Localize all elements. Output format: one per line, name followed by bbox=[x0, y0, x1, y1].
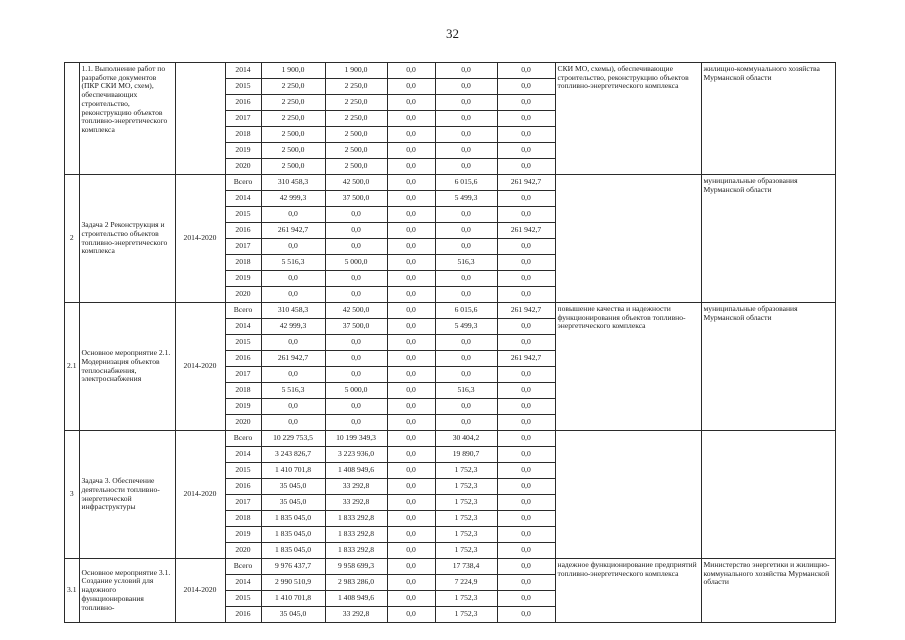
year-cell: 2016 bbox=[225, 607, 261, 623]
year-cell: 2015 bbox=[225, 335, 261, 351]
extra-budget-cell: 0,0 bbox=[497, 527, 555, 543]
extra-budget-cell: 0,0 bbox=[497, 575, 555, 591]
year-cell: 2014 bbox=[225, 447, 261, 463]
regional-budget-cell: 42 500,0 bbox=[325, 175, 387, 191]
extra-budget-cell: 0,0 bbox=[497, 63, 555, 79]
year-cell: 2015 bbox=[225, 463, 261, 479]
table-row bbox=[65, 559, 836, 575]
year-cell: 2017 bbox=[225, 495, 261, 511]
municipal-budget-cell: 0,0 bbox=[435, 271, 497, 287]
regional-budget-cell: 0,0 bbox=[325, 399, 387, 415]
item-period: 2014-2020 bbox=[175, 303, 225, 431]
regional-budget-cell: 0,0 bbox=[325, 367, 387, 383]
total-cell: 5 516,3 bbox=[261, 255, 325, 271]
federal-budget-cell: 0,0 bbox=[387, 511, 435, 527]
federal-budget-cell: 0,0 bbox=[387, 415, 435, 431]
total-cell: 2 250,0 bbox=[261, 79, 325, 95]
year-cell: 2014 bbox=[225, 63, 261, 79]
municipal-budget-cell: 0,0 bbox=[435, 95, 497, 111]
federal-budget-cell: 0,0 bbox=[387, 431, 435, 447]
total-cell: 3 243 826,7 bbox=[261, 447, 325, 463]
extra-budget-cell: 0,0 bbox=[497, 447, 555, 463]
year-cell: 2019 bbox=[225, 271, 261, 287]
extra-budget-cell: 0,0 bbox=[497, 399, 555, 415]
executor: Министерство энергетики и жилищно-коммунального хозяйства Мурманской области bbox=[701, 559, 835, 623]
regional-budget-cell: 1 408 949,6 bbox=[325, 591, 387, 607]
year-cell: 2019 bbox=[225, 143, 261, 159]
federal-budget-cell: 0,0 bbox=[387, 287, 435, 303]
total-cell: 261 942,7 bbox=[261, 351, 325, 367]
extra-budget-cell: 0,0 bbox=[497, 511, 555, 527]
extra-budget-cell: 0,0 bbox=[497, 207, 555, 223]
item-number: 2 bbox=[65, 175, 80, 303]
extra-budget-cell: 0,0 bbox=[497, 559, 555, 575]
executor: жилищно-коммунального хозяйства Мурманской области bbox=[701, 63, 835, 175]
total-cell: 2 250,0 bbox=[261, 111, 325, 127]
year-cell: Всего bbox=[225, 175, 261, 191]
total-cell: 1 410 701,8 bbox=[261, 591, 325, 607]
year-cell: 2017 bbox=[225, 111, 261, 127]
year-cell: 2014 bbox=[225, 575, 261, 591]
total-cell: 0,0 bbox=[261, 271, 325, 287]
total-cell: 0,0 bbox=[261, 207, 325, 223]
total-cell: 2 990 510,9 bbox=[261, 575, 325, 591]
federal-budget-cell: 0,0 bbox=[387, 319, 435, 335]
extra-budget-cell: 261 942,7 bbox=[497, 175, 555, 191]
item-name: Основное мероприятие 3.1. Создание условий для надежного функционирования топливно- bbox=[79, 559, 175, 623]
federal-budget-cell: 0,0 bbox=[387, 271, 435, 287]
municipal-budget-cell: 0,0 bbox=[435, 63, 497, 79]
executor bbox=[701, 431, 835, 559]
extra-budget-cell: 0,0 bbox=[497, 143, 555, 159]
municipal-budget-cell: 0,0 bbox=[435, 351, 497, 367]
federal-budget-cell: 0,0 bbox=[387, 239, 435, 255]
regional-budget-cell: 0,0 bbox=[325, 287, 387, 303]
total-cell: 261 942,7 bbox=[261, 223, 325, 239]
regional-budget-cell: 0,0 bbox=[325, 223, 387, 239]
year-cell: 2018 bbox=[225, 255, 261, 271]
federal-budget-cell: 0,0 bbox=[387, 495, 435, 511]
regional-budget-cell: 2 250,0 bbox=[325, 79, 387, 95]
municipal-budget-cell: 0,0 bbox=[435, 399, 497, 415]
year-cell: 2020 bbox=[225, 287, 261, 303]
year-cell: Всего bbox=[225, 559, 261, 575]
year-cell: 2016 bbox=[225, 351, 261, 367]
municipal-budget-cell: 1 752,3 bbox=[435, 479, 497, 495]
total-cell: 0,0 bbox=[261, 415, 325, 431]
federal-budget-cell: 0,0 bbox=[387, 255, 435, 271]
extra-budget-cell: 0,0 bbox=[497, 271, 555, 287]
regional-budget-cell: 1 833 292,8 bbox=[325, 543, 387, 559]
item-name: Задача 2 Реконструкция и строительство объектов топливно-энергетического комплекса bbox=[79, 175, 175, 303]
total-cell: 0,0 bbox=[261, 287, 325, 303]
municipal-budget-cell: 5 499,3 bbox=[435, 191, 497, 207]
regional-budget-cell: 0,0 bbox=[325, 351, 387, 367]
municipal-budget-cell: 5 499,3 bbox=[435, 319, 497, 335]
municipal-budget-cell: 0,0 bbox=[435, 159, 497, 175]
regional-budget-cell: 42 500,0 bbox=[325, 303, 387, 319]
federal-budget-cell: 0,0 bbox=[387, 127, 435, 143]
item-period: 2014-2020 bbox=[175, 175, 225, 303]
total-cell: 35 045,0 bbox=[261, 495, 325, 511]
year-cell: 2015 bbox=[225, 591, 261, 607]
extra-budget-cell: 0,0 bbox=[497, 287, 555, 303]
federal-budget-cell: 0,0 bbox=[387, 447, 435, 463]
regional-budget-cell: 3 223 936,0 bbox=[325, 447, 387, 463]
year-cell: 2016 bbox=[225, 223, 261, 239]
extra-budget-cell: 0,0 bbox=[497, 191, 555, 207]
extra-budget-cell: 0,0 bbox=[497, 607, 555, 623]
extra-budget-cell: 0,0 bbox=[497, 319, 555, 335]
federal-budget-cell: 0,0 bbox=[387, 111, 435, 127]
municipal-budget-cell: 0,0 bbox=[435, 335, 497, 351]
regional-budget-cell: 1 900,0 bbox=[325, 63, 387, 79]
federal-budget-cell: 0,0 bbox=[387, 383, 435, 399]
extra-budget-cell: 0,0 bbox=[497, 367, 555, 383]
total-cell: 2 500,0 bbox=[261, 143, 325, 159]
municipal-budget-cell: 30 404,2 bbox=[435, 431, 497, 447]
total-cell: 1 835 045,0 bbox=[261, 543, 325, 559]
federal-budget-cell: 0,0 bbox=[387, 143, 435, 159]
extra-budget-cell: 0,0 bbox=[497, 95, 555, 111]
year-cell: 2020 bbox=[225, 415, 261, 431]
total-cell: 2 500,0 bbox=[261, 127, 325, 143]
year-cell: 2017 bbox=[225, 239, 261, 255]
regional-budget-cell: 33 292,8 bbox=[325, 607, 387, 623]
table-row bbox=[65, 63, 836, 79]
extra-budget-cell: 0,0 bbox=[497, 479, 555, 495]
year-cell: 2014 bbox=[225, 191, 261, 207]
municipal-budget-cell: 6 015,6 bbox=[435, 303, 497, 319]
item-period: 2014-2020 bbox=[175, 431, 225, 559]
total-cell: 1 900,0 bbox=[261, 63, 325, 79]
municipal-budget-cell: 0,0 bbox=[435, 127, 497, 143]
total-cell: 10 229 753,5 bbox=[261, 431, 325, 447]
municipal-budget-cell: 516,3 bbox=[435, 255, 497, 271]
extra-budget-cell: 0,0 bbox=[497, 431, 555, 447]
item-number bbox=[65, 63, 80, 175]
extra-budget-cell: 0,0 bbox=[497, 415, 555, 431]
regional-budget-cell: 33 292,8 bbox=[325, 479, 387, 495]
expected-result bbox=[555, 175, 701, 303]
expected-result: повышение качества и надежности функционирования объектов топливно-энергетического комплекса bbox=[555, 303, 701, 431]
regional-budget-cell: 33 292,8 bbox=[325, 495, 387, 511]
regional-budget-cell: 0,0 bbox=[325, 415, 387, 431]
year-cell: 2016 bbox=[225, 479, 261, 495]
total-cell: 2 250,0 bbox=[261, 95, 325, 111]
year-cell: 2015 bbox=[225, 79, 261, 95]
municipal-budget-cell: 0,0 bbox=[435, 143, 497, 159]
total-cell: 35 045,0 bbox=[261, 607, 325, 623]
regional-budget-cell: 5 000,0 bbox=[325, 383, 387, 399]
regional-budget-cell: 2 983 286,0 bbox=[325, 575, 387, 591]
regional-budget-cell: 2 500,0 bbox=[325, 143, 387, 159]
federal-budget-cell: 0,0 bbox=[387, 463, 435, 479]
total-cell: 0,0 bbox=[261, 399, 325, 415]
municipal-budget-cell: 7 224,9 bbox=[435, 575, 497, 591]
federal-budget-cell: 0,0 bbox=[387, 223, 435, 239]
federal-budget-cell: 0,0 bbox=[387, 207, 435, 223]
federal-budget-cell: 0,0 bbox=[387, 335, 435, 351]
item-name: Основное мероприятие 2.1. Модернизация объектов теплоснабжения, электроснабжения bbox=[79, 303, 175, 431]
regional-budget-cell: 37 500,0 bbox=[325, 319, 387, 335]
municipal-budget-cell: 6 015,6 bbox=[435, 175, 497, 191]
municipal-budget-cell: 1 752,3 bbox=[435, 607, 497, 623]
total-cell: 0,0 bbox=[261, 335, 325, 351]
page-number: 32 bbox=[446, 26, 459, 41]
total-cell: 2 500,0 bbox=[261, 159, 325, 175]
extra-budget-cell: 0,0 bbox=[497, 335, 555, 351]
regional-budget-cell: 2 500,0 bbox=[325, 159, 387, 175]
table-row bbox=[65, 175, 836, 191]
extra-budget-cell: 0,0 bbox=[497, 463, 555, 479]
year-cell: Всего bbox=[225, 303, 261, 319]
regional-budget-cell: 0,0 bbox=[325, 239, 387, 255]
municipal-budget-cell: 0,0 bbox=[435, 239, 497, 255]
regional-budget-cell: 1 408 949,6 bbox=[325, 463, 387, 479]
regional-budget-cell: 1 833 292,8 bbox=[325, 527, 387, 543]
expected-result bbox=[555, 431, 701, 559]
extra-budget-cell: 261 942,7 bbox=[497, 303, 555, 319]
federal-budget-cell: 0,0 bbox=[387, 303, 435, 319]
year-cell: 2014 bbox=[225, 319, 261, 335]
extra-budget-cell: 261 942,7 bbox=[497, 351, 555, 367]
total-cell: 310 458,3 bbox=[261, 303, 325, 319]
total-cell: 1 410 701,8 bbox=[261, 463, 325, 479]
regional-budget-cell: 2 250,0 bbox=[325, 95, 387, 111]
expected-result: СКИ МО, схемы), обеспечивающие строительство, реконструкцию объектов топливно-энергетического комплекса bbox=[555, 63, 701, 175]
year-cell: 2019 bbox=[225, 527, 261, 543]
year-cell: 2020 bbox=[225, 543, 261, 559]
extra-budget-cell: 0,0 bbox=[497, 255, 555, 271]
federal-budget-cell: 0,0 bbox=[387, 591, 435, 607]
year-cell: 2016 bbox=[225, 95, 261, 111]
federal-budget-cell: 0,0 bbox=[387, 175, 435, 191]
item-name: 1.1. Выполнение работ по разработке документов (ПКР СКИ МО, схем), обеспечивающих строительство, реконструкцию объектов топливно-энергетического комплекса bbox=[79, 63, 175, 175]
federal-budget-cell: 0,0 bbox=[387, 351, 435, 367]
municipal-budget-cell: 1 752,3 bbox=[435, 543, 497, 559]
regional-budget-cell: 9 958 699,3 bbox=[325, 559, 387, 575]
regional-budget-cell: 0,0 bbox=[325, 335, 387, 351]
program-table bbox=[64, 62, 836, 623]
total-cell: 42 999,3 bbox=[261, 191, 325, 207]
regional-budget-cell: 1 833 292,8 bbox=[325, 511, 387, 527]
year-cell: 2020 bbox=[225, 159, 261, 175]
regional-budget-cell: 2 250,0 bbox=[325, 111, 387, 127]
extra-budget-cell: 261 942,7 bbox=[497, 223, 555, 239]
municipal-budget-cell: 1 752,3 bbox=[435, 495, 497, 511]
municipal-budget-cell: 516,3 bbox=[435, 383, 497, 399]
executor: муниципальные образования Мурманской области bbox=[701, 175, 835, 303]
municipal-budget-cell: 0,0 bbox=[435, 79, 497, 95]
municipal-budget-cell: 19 890,7 bbox=[435, 447, 497, 463]
year-cell: 2015 bbox=[225, 207, 261, 223]
regional-budget-cell: 5 000,0 bbox=[325, 255, 387, 271]
extra-budget-cell: 0,0 bbox=[497, 79, 555, 95]
regional-budget-cell: 0,0 bbox=[325, 271, 387, 287]
municipal-budget-cell: 0,0 bbox=[435, 207, 497, 223]
federal-budget-cell: 0,0 bbox=[387, 367, 435, 383]
municipal-budget-cell: 1 752,3 bbox=[435, 511, 497, 527]
municipal-budget-cell: 1 752,3 bbox=[435, 463, 497, 479]
year-cell: 2018 bbox=[225, 383, 261, 399]
total-cell: 9 976 437,7 bbox=[261, 559, 325, 575]
federal-budget-cell: 0,0 bbox=[387, 559, 435, 575]
table-row bbox=[65, 303, 836, 319]
year-cell: Всего bbox=[225, 431, 261, 447]
extra-budget-cell: 0,0 bbox=[497, 495, 555, 511]
municipal-budget-cell: 0,0 bbox=[435, 223, 497, 239]
total-cell: 42 999,3 bbox=[261, 319, 325, 335]
regional-budget-cell: 37 500,0 bbox=[325, 191, 387, 207]
item-period: 2014-2020 bbox=[175, 559, 225, 623]
federal-budget-cell: 0,0 bbox=[387, 159, 435, 175]
extra-budget-cell: 0,0 bbox=[497, 127, 555, 143]
item-period bbox=[175, 63, 225, 175]
regional-budget-cell: 10 199 349,3 bbox=[325, 431, 387, 447]
executor: муниципальные образования Мурманской области bbox=[701, 303, 835, 431]
year-cell: 2018 bbox=[225, 127, 261, 143]
federal-budget-cell: 0,0 bbox=[387, 95, 435, 111]
total-cell: 35 045,0 bbox=[261, 479, 325, 495]
federal-budget-cell: 0,0 bbox=[387, 527, 435, 543]
total-cell: 5 516,3 bbox=[261, 383, 325, 399]
total-cell: 1 835 045,0 bbox=[261, 511, 325, 527]
expected-result: надежное функционирование предприятий топливно-энергетического комплекса bbox=[555, 559, 701, 623]
federal-budget-cell: 0,0 bbox=[387, 191, 435, 207]
regional-budget-cell: 0,0 bbox=[325, 207, 387, 223]
item-name: Задача 3. Обеспечение деятельности топливно-энергетической инфраструктуры bbox=[79, 431, 175, 559]
municipal-budget-cell: 1 752,3 bbox=[435, 591, 497, 607]
municipal-budget-cell: 1 752,3 bbox=[435, 527, 497, 543]
year-cell: 2017 bbox=[225, 367, 261, 383]
total-cell: 310 458,3 bbox=[261, 175, 325, 191]
extra-budget-cell: 0,0 bbox=[497, 111, 555, 127]
item-number: 3.1 bbox=[65, 559, 80, 623]
municipal-budget-cell: 0,0 bbox=[435, 111, 497, 127]
extra-budget-cell: 0,0 bbox=[497, 383, 555, 399]
extra-budget-cell: 0,0 bbox=[497, 591, 555, 607]
item-number: 2.1 bbox=[65, 303, 80, 431]
municipal-budget-cell: 17 738,4 bbox=[435, 559, 497, 575]
municipal-budget-cell: 0,0 bbox=[435, 287, 497, 303]
item-number: 3 bbox=[65, 431, 80, 559]
extra-budget-cell: 0,0 bbox=[497, 543, 555, 559]
federal-budget-cell: 0,0 bbox=[387, 479, 435, 495]
total-cell: 1 835 045,0 bbox=[261, 527, 325, 543]
federal-budget-cell: 0,0 bbox=[387, 79, 435, 95]
year-cell: 2019 bbox=[225, 399, 261, 415]
total-cell: 0,0 bbox=[261, 367, 325, 383]
municipal-budget-cell: 0,0 bbox=[435, 415, 497, 431]
municipal-budget-cell: 0,0 bbox=[435, 367, 497, 383]
regional-budget-cell: 2 500,0 bbox=[325, 127, 387, 143]
federal-budget-cell: 0,0 bbox=[387, 607, 435, 623]
extra-budget-cell: 0,0 bbox=[497, 239, 555, 255]
extra-budget-cell: 0,0 bbox=[497, 159, 555, 175]
federal-budget-cell: 0,0 bbox=[387, 399, 435, 415]
year-cell: 2018 bbox=[225, 511, 261, 527]
federal-budget-cell: 0,0 bbox=[387, 63, 435, 79]
federal-budget-cell: 0,0 bbox=[387, 575, 435, 591]
table-row bbox=[65, 431, 836, 447]
total-cell: 0,0 bbox=[261, 239, 325, 255]
federal-budget-cell: 0,0 bbox=[387, 543, 435, 559]
